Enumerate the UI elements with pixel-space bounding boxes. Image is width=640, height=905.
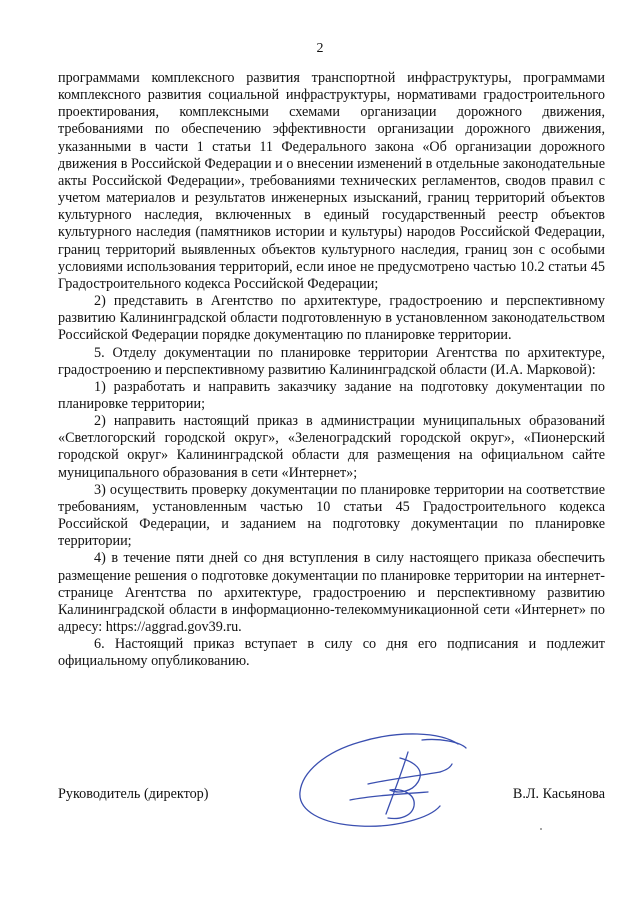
- signer-name: В.Л. Касьянова: [512, 786, 605, 802]
- paragraph-item-4-publish: 4) в течение пяти дней со дня вступления в силу настоящего приказа обеспечить размещение решения о подготовке документации по планировке территории на интернет-странице Агентства по архитектуре, градостроению и перспективному развитию Калининградской области в информационно-телекоммуникационной сети «Интернет» по адресу: https://aggrad.gov39.ru.: [58, 550, 605, 635]
- scan-dot: [540, 828, 542, 830]
- paragraph-item-2-send: 2) направить настоящий приказ в администрации муниципальных образований «Светлогорский городской округ», «Зеленоградский городской округ», «Пионерский городской округ» Калининградской области для размещения на официальном сайте муниципального образования в сети «Интернет»;: [58, 413, 605, 481]
- paragraph-section-6: 6. Настоящий приказ вступает в силу со дня его подписания и подлежит официальному опубликованию.: [58, 636, 605, 670]
- signer-title: Руководитель (директор): [58, 786, 209, 802]
- paragraph-item-3-verify: 3) осуществить проверку документации по планировке территории на соответствие требованиям, установленным частью 10 статьи 45 Градостроительного кодекса Российской Федерации, и заданием на подготовку документации по планировке территории;: [58, 481, 605, 550]
- paragraph-item-2-submit: 2) представить в Агентство по архитектуре, градостроению и перспективному развитию Калининградской области подготовленную в установленном законодательством Российской Федерации порядке документацию по планировке территории.: [58, 293, 605, 344]
- signature-block: [58, 786, 605, 808]
- document-body: [58, 70, 605, 670]
- paragraph-item-1-develop: 1) разработать и направить заказчику задание на подготовку документации по планировке территории;: [58, 378, 605, 412]
- paragraph-continuation: программами комплексного развития транспортной инфраструктуры, программами комплексного развития социальной инфраструктуры, нормативами градостроительного проектирования, комплексными схемами организации дорожного движения, требованиями по обеспечению эффективности организации дорожного движения, указанными в части 1 статьи 11 Федерального закона «Об организации дорожного движения в Российской Федерации и о внесении изменений в отдельные законодательные акты Российской Федерации», требованиями технических регламентов, сводов правил с учетом материалов и результатов инженерных изысканий, границ территорий объектов культурного наследия, включенных в единый государственный реестр объектов культурного наследия (памятников истории и культуры) народов Российской Федерации, границ территорий выявленных объектов культурного наследия, границ зон с особыми условиями использования территорий, если иное не предусмотрено частью 10.2 статьи 45 Градостроительного кодекса Российской Федерации;: [58, 70, 605, 292]
- page-number: 2: [316, 41, 324, 56]
- paragraph-section-5: 5. Отделу документации по планировке территории Агентства по архитектуре, градостроению и перспективному развитию Калининградской области (И.А. Марковой):: [58, 344, 605, 378]
- handwritten-signature: [290, 722, 480, 842]
